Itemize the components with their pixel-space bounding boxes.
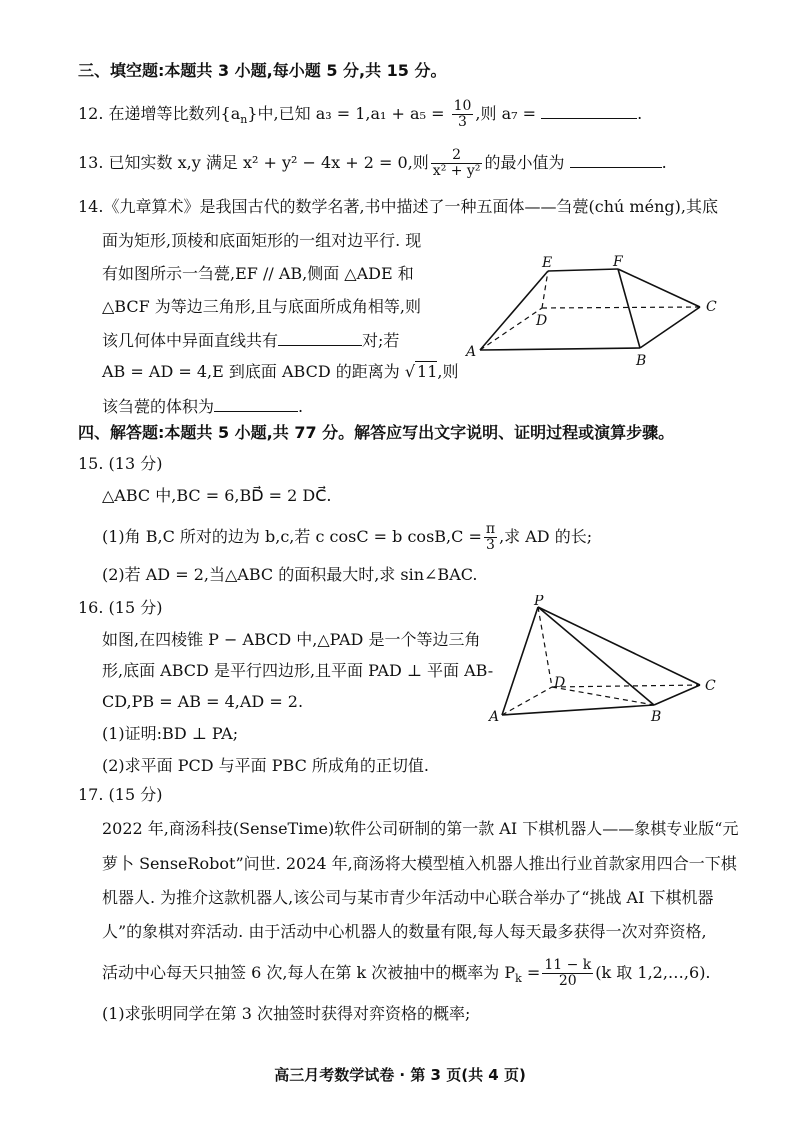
question-13 xyxy=(78,148,667,179)
q15-p1b: ,求 AD 的长; xyxy=(499,527,593,546)
label-a: A xyxy=(489,709,500,725)
q14-sqrt: 11 xyxy=(417,362,438,381)
q16-part-1: (1)证明:BD ⊥ PA; xyxy=(102,724,239,743)
label-d: D xyxy=(536,313,548,329)
q17-l5b: (k 取 1,2,…,6). xyxy=(595,963,711,982)
q17-line-5 xyxy=(102,958,711,990)
q13-fraction xyxy=(431,148,483,179)
edge-fc xyxy=(618,269,700,307)
q14-blank-2[interactable] xyxy=(214,395,298,412)
q13-pre: 13. 已知实数 x,y 满足 x² + y² − 4x + 2 = 0,则 xyxy=(78,153,429,172)
label-a: A xyxy=(466,344,477,360)
question-12 xyxy=(78,99,642,131)
q12-mid: }中,已知 a₃ = 1,a₁ + a₅ = xyxy=(247,104,445,123)
edge-db-hidden xyxy=(552,687,654,705)
q14-line-7a: 该刍甍的体积为 xyxy=(102,397,215,416)
q17-sub-k: k xyxy=(515,972,522,986)
edge-dc-hidden xyxy=(552,685,700,687)
q14-line-7b: . xyxy=(298,397,304,416)
q16-line-2: 形,底面 ABCD 是平行四边形,且平面 PAD ⊥ 平面 AB- xyxy=(102,661,494,680)
edge-fb xyxy=(618,269,640,348)
q12-answer-blank[interactable] xyxy=(541,102,637,119)
q13-frac-num: 2 xyxy=(431,148,483,164)
edge-ab xyxy=(502,705,654,715)
edge-bc xyxy=(640,307,700,348)
edge-dc-hidden xyxy=(542,307,700,308)
q13-post: 的最小值为 xyxy=(484,153,565,172)
label-e: E xyxy=(542,255,553,271)
q14-line-5 xyxy=(102,329,399,352)
q17-line-4: 人”的象棋对弈活动. 由于活动中心机器人的数量有限,每人每天最多获得一次对弈资格, xyxy=(102,922,707,941)
q12-post: ,则 a₇ = xyxy=(475,104,537,123)
q12-pre: 12. 在递增等比数列{a xyxy=(78,104,241,123)
q17-frac-num: 11 − k xyxy=(544,957,592,973)
q17-fraction xyxy=(542,958,593,989)
q12-end: . xyxy=(637,104,643,123)
edge-ef xyxy=(548,269,618,271)
q14-line-5a: 该几何体中异面直线共有 xyxy=(102,331,279,350)
q17-frac-den: 20 xyxy=(558,973,577,989)
q14-line-1: 14.《九章算术》是我国古代的数学名著,书中描述了一种五面体——刍甍(chú méng),其底 xyxy=(78,197,718,216)
q16-head: 16. (15 分) xyxy=(78,598,163,617)
q14-line-6: AB = AD = 4,E 到底面 ABCD 的距离为 √ 11,则 xyxy=(102,362,459,381)
q17-line-1: 2022 年,商汤科技(SenseTime)软件公司研制的第一款 AI 下棋机器人——象棋专业版“元 xyxy=(102,819,739,838)
q14-line-2: 面为矩形,顶棱和底面矩形的一组对边平行. 现 xyxy=(102,231,422,250)
q15-part-1 xyxy=(102,522,592,553)
label-c: C xyxy=(706,299,717,315)
q13-frac-den: x² + y² xyxy=(432,163,481,179)
q15-stem: △ABC 中,BC = 6,BD⃗ = 2 DC⃗. xyxy=(102,486,332,505)
q17-head: 17. (15 分) xyxy=(78,785,163,804)
section-4-heading: 四、解答题:本题共 5 小题,共 77 分。解答应写出文字说明、证明过程或演算步骤。 xyxy=(78,423,675,442)
q15-part-2: (2)若 AD = 2,当△ABC 的面积最大时,求 sin∠BAC. xyxy=(102,565,478,584)
q15-frac-den: 3 xyxy=(486,537,495,553)
q17-l5-eq: = xyxy=(521,963,541,982)
edge-bc xyxy=(654,685,700,705)
q12-frac-num: 10 xyxy=(453,98,472,114)
q12-sub: n xyxy=(240,113,248,127)
q14-line-5b: 对;若 xyxy=(362,331,400,350)
edge-pa xyxy=(502,607,538,715)
edge-ab xyxy=(480,348,640,350)
q14-line-6a: AB = AD = 4,E 到底面 ABCD 的距离为 xyxy=(102,362,400,381)
section-3-heading: 三、填空题:本题共 3 小题,每小题 5 分,共 15 分。 xyxy=(78,61,447,80)
q14-line-7 xyxy=(102,395,303,418)
q14-figure-chumeng xyxy=(460,255,730,375)
q15-p1a: (1)角 B,C 所对的边为 b,c,若 c cosC = b cosB,C = xyxy=(102,527,482,546)
edge-ae xyxy=(480,271,548,350)
edge-pc xyxy=(538,607,700,685)
q13-answer-blank[interactable] xyxy=(570,151,662,168)
q16-line-3: CD,PB = AB = 4,AD = 2. xyxy=(102,692,304,711)
q16-figure-pyramid xyxy=(486,595,726,730)
q14-line-6b: ,则 xyxy=(437,362,459,381)
q15-head: 15. (13 分) xyxy=(78,454,163,473)
label-c: C xyxy=(705,678,716,694)
q17-line-2: 萝卜 SenseRobot”问世. 2024 年,商汤将大模型植入机器人推出行业首款家用四合一下棋 xyxy=(102,854,737,873)
q16-part-2: (2)求平面 PCD 与平面 PBC 所成角的正切值. xyxy=(102,756,429,775)
label-d: D xyxy=(554,675,566,691)
q14-line-4: △BCF 为等边三角形,且与底面所成角相等,则 xyxy=(102,297,421,316)
q12-frac-den: 3 xyxy=(458,114,467,130)
q12-fraction xyxy=(452,99,474,130)
q14-blank-1[interactable] xyxy=(278,329,362,346)
q13-end: . xyxy=(661,153,667,172)
label-b: B xyxy=(651,709,662,725)
label-p: P xyxy=(534,595,544,609)
q15-frac-num: π xyxy=(485,521,496,537)
q17-part-1: (1)求张明同学在第 3 次抽签时获得对弈资格的概率; xyxy=(102,1004,471,1023)
page-footer: 高三月考数学试卷 · 第 3 页(共 4 页) xyxy=(274,1066,526,1084)
q15-fraction xyxy=(484,522,497,553)
label-b: B xyxy=(636,353,647,369)
q16-line-1: 如图,在四棱锥 P − ABCD 中,△PAD 是一个等边三角 xyxy=(102,630,481,649)
q14-line-3: 有如图所示一刍甍,EF // AB,侧面 △ADE 和 xyxy=(102,264,414,283)
q17-l5a: 活动中心每天只抽签 6 次,每人在第 k 次被抽中的概率为 P xyxy=(102,963,516,982)
label-f: F xyxy=(613,255,623,270)
q17-line-3: 机器人. 为推介这款机器人,该公司与某市青少年活动中心联合举办了“挑战 AI 下棋机器 xyxy=(102,888,714,907)
edge-pd-hidden xyxy=(538,607,552,687)
